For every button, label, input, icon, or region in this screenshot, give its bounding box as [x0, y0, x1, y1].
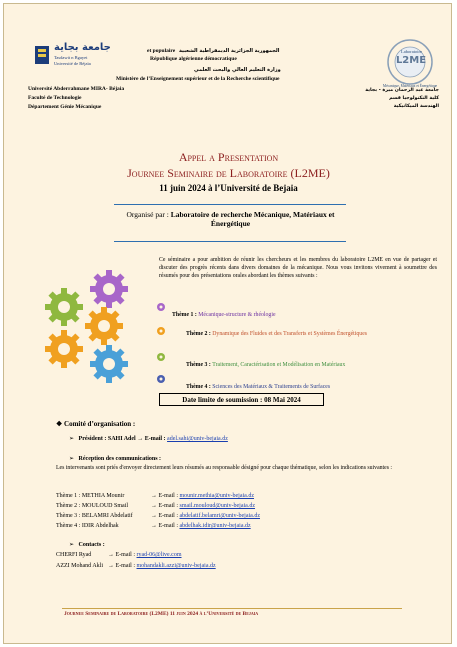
header-fr-republic: République algérienne démocratique: [150, 56, 237, 62]
contact-email-link[interactable]: mohandakli.azzi@univ-bejaia.dz: [136, 563, 216, 569]
theme-contact-prefix: → E-mail :: [151, 513, 180, 519]
title-seminar: Journee Seminaire de Laboratoire (L2ME): [127, 166, 330, 180]
lab-logo-ring-text: Mécanique, Matériaux et Énergétique: [382, 84, 438, 88]
theme-contact-row: [56, 503, 255, 509]
organizer-lab: Laboratoire de recherche Mécanique, Matériaux et: [170, 210, 335, 219]
theme-2-gear-icon: [156, 326, 166, 336]
logo-arabic-name: جامعة بجاية: [54, 42, 111, 53]
header-arabic-faculty: كلية التكنولوجيا قسم: [389, 96, 439, 101]
committee-title-text: Comité d’organisation :: [64, 420, 136, 428]
lab-logo-acronym: L2ME: [395, 55, 427, 66]
footer-rule: [62, 608, 402, 609]
theme-contact-name: Thème 1 : METHIA Mounir: [56, 493, 125, 499]
arrow-bullet-icon: ➢: [69, 436, 79, 442]
arrow-bullet-icon: ➢: [69, 542, 79, 548]
theme-contact-name: Thème 4 : IDIR Abdelhak: [56, 523, 119, 529]
header-university: Université Abderrahmane MIRA- Béjaia: [28, 86, 125, 92]
gears-illustration: [34, 264, 154, 384]
reception-title-line: [69, 455, 161, 462]
gears-icon: [34, 264, 154, 384]
contact-email-link[interactable]: ryad-06@live.com: [136, 552, 182, 558]
contact-name: AZZI Mohand Akli: [56, 563, 103, 569]
theme-contact-email-link[interactable]: smail.mouloud@univ-bejaia.dz: [179, 503, 256, 509]
theme-contact-name: Thème 2 : MOULOUD Smail: [56, 503, 128, 509]
theme-contact-name: Thème 3 : BELAMRI Abdelatif: [56, 513, 133, 519]
theme-2-text: Dynamique des Fluides et des Transferts et Systèmes Énergétiques: [212, 331, 368, 337]
theme-3-label: Thème 3 :: [186, 362, 213, 368]
logo-sub-french: Université de Béjaïa: [54, 61, 91, 66]
theme-contact-row: [56, 493, 254, 499]
header-fr-line1: et populaire: [147, 48, 176, 54]
header-arabic-republic: الجمهورية الجزائرية الديمقراطية الشعبية: [179, 48, 280, 54]
divider-top: [114, 204, 346, 205]
theme-4-label: Thème 4 :: [186, 384, 213, 390]
theme-contact-prefix: → E-mail :: [151, 503, 180, 509]
theme-contact-row: [56, 513, 260, 519]
contacts-title-line: [69, 541, 105, 548]
theme-1-label: Thème 1 :: [172, 312, 199, 318]
reception-title: Réception des communications :: [78, 456, 162, 462]
contact-row: [56, 563, 216, 569]
deadline-box: Date limite de soumission : 08 Mai 2024: [159, 393, 324, 406]
document-sheet: [3, 3, 452, 644]
president-line: [69, 435, 228, 442]
reception-text: Les intervenants sont priés d'envoyer directement leurs résumés au responsable désigné pour chaque thématique, selon les indications suivantes :: [56, 465, 393, 471]
president-label: Président : SAHI Adel: [78, 436, 136, 442]
theme-1-gear-icon: [156, 302, 166, 312]
diamond-bullet-icon: ❖: [56, 420, 65, 428]
theme-contact-prefix: → E-mail :: [151, 493, 180, 499]
logo-sub-kabyle: Tasdawit n Bgayet: [54, 55, 88, 60]
theme-1-text: Mécanique-structure & rhéologie: [198, 312, 276, 318]
contact-name: CHERFI Ryad: [56, 552, 92, 558]
contact-row: [56, 552, 182, 558]
president-email-prefix: → E-mail :: [137, 436, 168, 442]
header-department: Département Génie Mécanique: [28, 104, 102, 110]
header-arabic-dept: الهندسة الميكانيكية: [393, 104, 439, 109]
organizer-prefix: Organisé par :: [126, 210, 171, 219]
title-call: Appel a Presentation: [178, 150, 279, 164]
divider-bottom: [114, 241, 346, 242]
footer-text: Journee Seminaire de Laboratoire (L2ME) 11 juin 2024 à l’Université de Bejaia: [64, 611, 259, 617]
organizer-lab-line2: Énergétique: [210, 219, 251, 228]
contact-prefix: → E-mail :: [108, 552, 137, 558]
arrow-bullet-icon: ➢: [69, 456, 79, 462]
title-date: 11 juin 2024 à l’Université de Bejaia: [159, 183, 298, 193]
theme-3-text: Traitement, Caractérisation et Modélisation en Matériaux: [212, 362, 346, 368]
theme-contact-email-link[interactable]: mounir.methia@univ-bejaia.dz: [179, 493, 255, 499]
theme-3-gear-icon: [156, 352, 166, 362]
theme-2-label: Thème 2 :: [186, 331, 213, 337]
committee-title: [56, 420, 135, 428]
contacts-title: Contacts :: [78, 542, 105, 548]
theme-4-text: Sciences des Matériaux & Traitements de Surfaces: [212, 384, 331, 390]
theme-contact-prefix: → E-mail :: [151, 523, 180, 529]
president-email-link[interactable]: adel.sahi@univ-bejaia.dz: [167, 436, 228, 442]
header-arabic-ministry: وزارة التعليم العالي والبحث العلمي: [194, 67, 281, 73]
theme-contact-email-link[interactable]: abdelhak.idir@univ-bejaia.dz: [179, 523, 251, 529]
intro-paragraph: Ce séminaire a pour ambition de réunir les chercheurs et les membres du laboratoire L2ME en vue de partager et discuter des progrès récents dans divers domaines de la mécanique. Nous vous invitons vivement à soumettre des résumés pour des présentations orales abordant les thèmes suivants :: [159, 257, 437, 279]
lab-logo-top-text: Laboratoire: [401, 49, 422, 54]
theme-contact-email-link[interactable]: abdelatif.belamri@univ-bejaia.dz: [179, 513, 260, 519]
contact-prefix: → E-mail :: [108, 563, 137, 569]
header-ministry: Ministère de l’Enseignement supérieur et de la Recherche scientifique: [116, 76, 280, 82]
theme-contact-row: [56, 523, 251, 529]
header-arabic-university: جامعة عبد الرحمان ميرة - بجاية: [365, 88, 439, 93]
header-faculty: Faculté de Technologie: [28, 95, 82, 101]
organizer-block: [108, 210, 353, 228]
theme-4-gear-icon: [156, 374, 166, 384]
